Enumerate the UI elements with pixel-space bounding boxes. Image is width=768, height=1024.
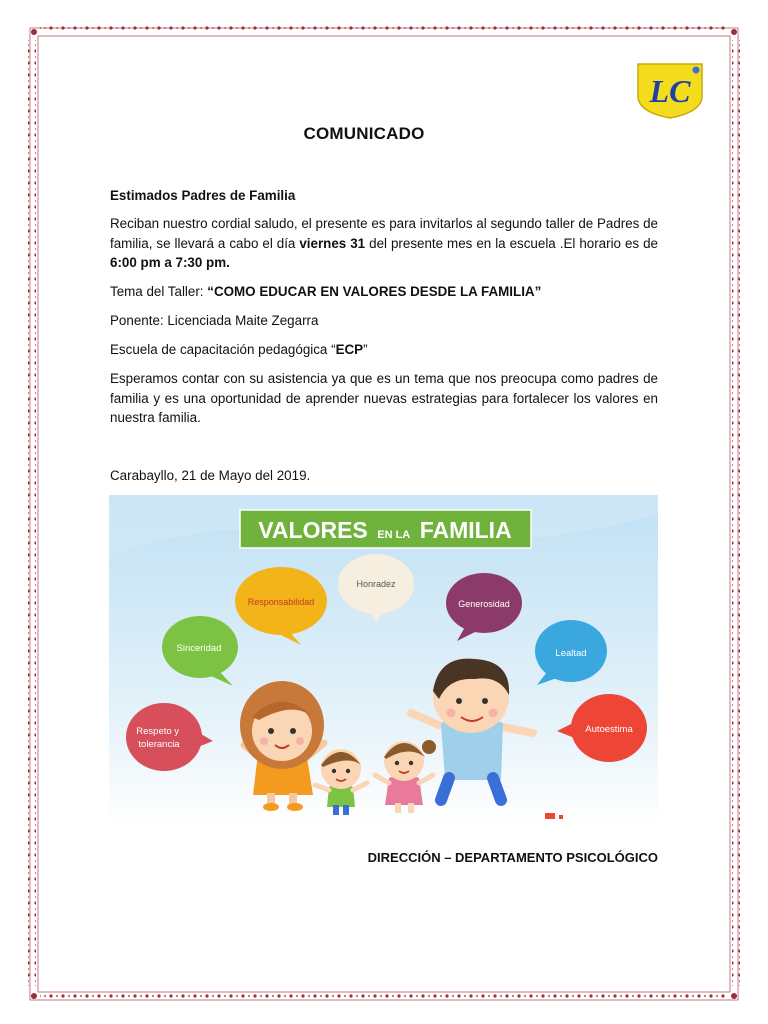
intro-time: 6:00 pm a 7:30 pm. [110,255,230,270]
theme-value: “COMO EDUCAR EN VALORES DESDE LA FAMILIA” [207,284,542,299]
bubble-autoestima-label: Autoestima [585,724,633,735]
page-title: COMUNICADO [303,124,425,143]
speaker-value: Licenciada Maite Zegarra [167,313,319,328]
bubble-respeto-label-2: tolerancia [138,739,180,750]
closing-paragraph: Esperamos contar con su asistencia ya que es un tema que nos preocupa como padres de familia y es una oportunidad de aprender nuevas estrategias para fortalecer los valores en nuestra familia. [110,371,658,425]
intro-text-1: Reciban nuestro cordial saludo, el presente es para invitarlos al segundo taller de Padres de familia, se llevará a cabo el día [110,216,658,251]
school-close: ” [363,342,368,357]
values-illustration [109,495,658,825]
speaker-label: Ponente: [110,313,168,328]
intro-day: viernes 31 [299,235,366,251]
bubble-generosidad-label: Generosidad [458,599,510,609]
greeting: Estimados Padres de Familia [110,188,296,203]
banner-word-1: VALORES [258,517,368,543]
bubble-honradez-label: Honradez [356,579,396,589]
logo-text: LC [649,73,691,109]
school-logo [636,62,704,120]
intro-text-2: del presente mes en la escuela .El horario es de [365,235,658,251]
intro-paragraph [110,214,658,273]
school-label: Escuela de capacitación pedagógica “ [110,342,336,357]
school-line [110,340,658,360]
bubble-respeto-label: Respeto y [136,726,180,737]
speaker-line [110,311,658,331]
school-value: ECP [335,342,364,357]
date-line: Carabayllo, 21 de Mayo del 2019. [110,468,311,483]
banner-word-2: FAMILIA [419,517,512,543]
signature: DIRECCIÓN – DEPARTAMENTO PSICOLÓGICO [367,850,658,865]
banner-small: EN LA [377,529,411,541]
theme-line [110,282,658,302]
bubble-lealtad-label: Lealtad [555,648,587,659]
bubble-sinceridad-label: Sinceridad [176,643,222,654]
bubble-responsabilidad-label: Responsabilidad [247,597,315,607]
theme-label: Tema del Taller: [110,284,208,299]
